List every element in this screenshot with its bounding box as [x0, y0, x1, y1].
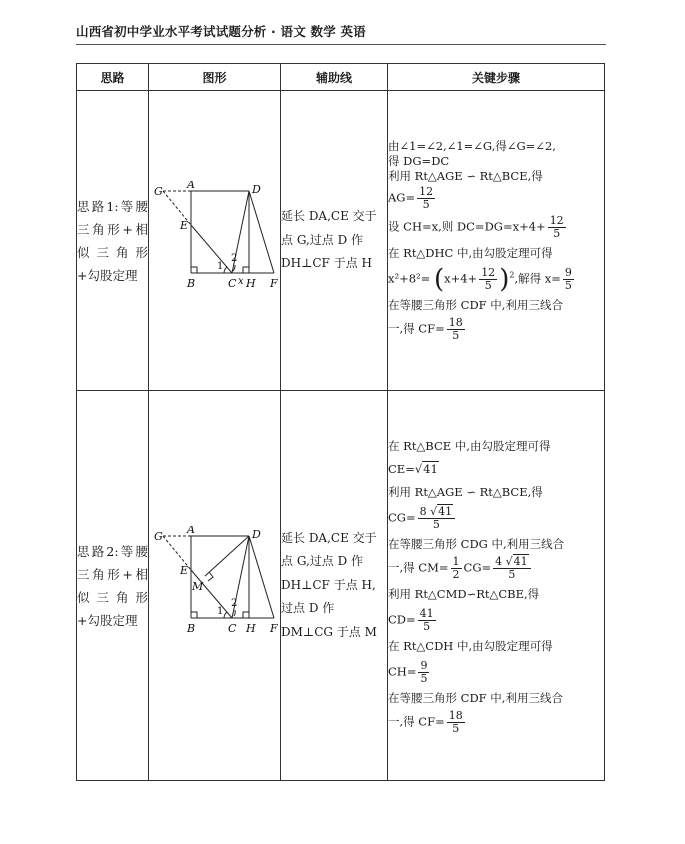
- idea-cell: 思路2:等腰三角形+相似三角形+勾股定理: [77, 391, 149, 781]
- table-row: [77, 391, 605, 781]
- fraction: $\frac{9}{5}$: [420, 658, 428, 685]
- step-text: AG=: [388, 190, 416, 205]
- step-line: [388, 587, 604, 602]
- steps-cell: [388, 391, 605, 781]
- figure-label: x: [237, 275, 244, 287]
- step-text: 在等腰三角形 CDG 中,利用三线合: [388, 536, 565, 551]
- figure-label: D: [251, 527, 261, 541]
- step-line: [388, 537, 604, 552]
- figure-label: B: [186, 621, 195, 635]
- figure-label: G: [153, 184, 163, 198]
- step-text: 一,得 CF=: [388, 321, 445, 336]
- figure-label: B: [186, 276, 195, 290]
- figure-label: F: [269, 276, 278, 290]
- step-line: [388, 169, 604, 184]
- step-line: [388, 439, 604, 454]
- fraction: $\frac{4 √41}{5}$: [493, 556, 531, 581]
- step-text: 设 CH=x,则 DC=DG=x+4+: [388, 219, 546, 234]
- step-text: 利用 Rt△AGE ∽ Rt△BCE,得: [388, 484, 543, 499]
- figure-label: E: [179, 218, 188, 232]
- fraction: $\frac{12}{5}$: [419, 185, 434, 211]
- step-line: [388, 485, 604, 500]
- column-header: 图形: [149, 64, 281, 91]
- step-text: 利用 Rt△AGE ∽ Rt△BCE,得: [388, 169, 543, 183]
- figure-label: F: [269, 621, 278, 635]
- step-text: 由∠1=∠2,∠1=∠G,得∠G=∠2,: [388, 139, 556, 153]
- step-text: CD=: [388, 612, 416, 626]
- step-text: CH=: [388, 664, 417, 678]
- header-rule: [76, 44, 606, 45]
- figure-cell: [149, 391, 281, 781]
- step-line: [388, 506, 604, 531]
- analysis-table: [76, 63, 605, 781]
- idea-cell: 思路1:等腰三角形+相似三角形+勾股定理: [77, 91, 149, 391]
- figure-label: 2: [230, 597, 237, 609]
- exponent: 2: [509, 270, 515, 280]
- figure-label: E: [179, 563, 188, 577]
- figure-label: G: [153, 529, 163, 543]
- step-line: [388, 556, 604, 581]
- figure-label: 1: [216, 605, 223, 617]
- sqrt: √41: [414, 461, 438, 476]
- step-line: [388, 317, 604, 342]
- aux-line-cell: 延长 DA,CE 交于点 G,过点 D 作 DH⊥CF 于点 H,过点 D 作 DM⊥CG 于点 M: [281, 391, 388, 781]
- figure-label: 2: [230, 252, 237, 264]
- step-text: 一,得 CM=: [388, 560, 449, 574]
- step-line: [388, 608, 604, 633]
- step-text: CG=: [463, 560, 492, 574]
- fraction: $\frac{18}{5}$: [448, 316, 463, 342]
- fraction: $\frac{12}{5}$: [481, 266, 496, 292]
- figure-label: C: [227, 621, 236, 635]
- step-line: [388, 691, 604, 706]
- step-text: 在 Rt△CDH 中,由勾股定理可得: [388, 638, 553, 653]
- step-text: 得 DG=DC: [388, 154, 450, 168]
- step-line: [388, 298, 604, 313]
- page-header: 山西省初中学业水平考试试题分析 · 语文 数学 英语: [76, 24, 366, 39]
- step-line: [388, 462, 604, 477]
- fraction: $\frac{12}{5}$: [549, 214, 564, 240]
- column-header: 关键步骤: [388, 64, 605, 91]
- step-line: [388, 639, 604, 654]
- fraction: $\frac{9}{5}$: [564, 266, 572, 292]
- step-line: [388, 710, 604, 735]
- figure-label: D: [251, 182, 261, 196]
- figure-label: H: [245, 621, 256, 635]
- steps-cell: [388, 91, 605, 391]
- geometry-figure-2: [151, 526, 279, 646]
- equation-inner: x+4+: [444, 271, 478, 286]
- step-line: [388, 186, 604, 211]
- step-text: 在等腰三角形 CDF 中,利用三线合: [388, 690, 563, 705]
- figure-label: C: [227, 276, 236, 290]
- column-header: 思路: [77, 64, 149, 91]
- fraction: $\frac{8 √41}{5}$: [418, 506, 456, 531]
- step-line: [388, 215, 604, 240]
- step-line: [388, 139, 604, 154]
- equation-tail: ,解得 x=: [514, 271, 561, 286]
- step-line: [388, 246, 604, 261]
- step-line: [388, 154, 604, 169]
- column-header: 辅助线: [281, 64, 388, 91]
- fraction: $\frac{18}{5}$: [448, 708, 463, 735]
- step-text: CE=: [388, 461, 415, 476]
- equation-lhs: x²+8²=: [388, 271, 431, 286]
- fraction: $\frac{1}{2}$: [452, 554, 460, 581]
- figure-cell: [149, 91, 281, 391]
- aux-line-cell: 延长 DA,CE 交于点 G,过点 D 作 DH⊥CF 于点 H: [281, 91, 388, 391]
- fraction: $\frac{41}{5}$: [419, 606, 434, 633]
- step-text: 在等腰三角形 CDF 中,利用三线合: [388, 298, 563, 312]
- figure-label: A: [186, 525, 195, 536]
- step-text: CG=: [388, 510, 416, 524]
- geometry-figure-1: [151, 181, 279, 301]
- step-text: 在 Rt△DHC 中,由勾股定理可得: [388, 246, 553, 260]
- step-text: 利用 Rt△CMD∽Rt△CBE,得: [388, 586, 540, 601]
- figure-label: M: [191, 579, 203, 593]
- step-line-equation: x²+8²= (x+4+ $\frac{12}{5}$ )$^2$,解得 x= $\frac{9}{5}$: [388, 264, 572, 295]
- step-text: 在 Rt△BCE 中,由勾股定理可得: [388, 438, 551, 453]
- table-header-row: [77, 64, 605, 91]
- figure-label: H: [245, 276, 256, 290]
- step-line: [388, 660, 604, 685]
- figure-label: A: [186, 180, 195, 191]
- figure-label: 1: [216, 260, 223, 272]
- table-row: [77, 91, 605, 391]
- step-text: 一,得 CF=: [388, 714, 445, 728]
